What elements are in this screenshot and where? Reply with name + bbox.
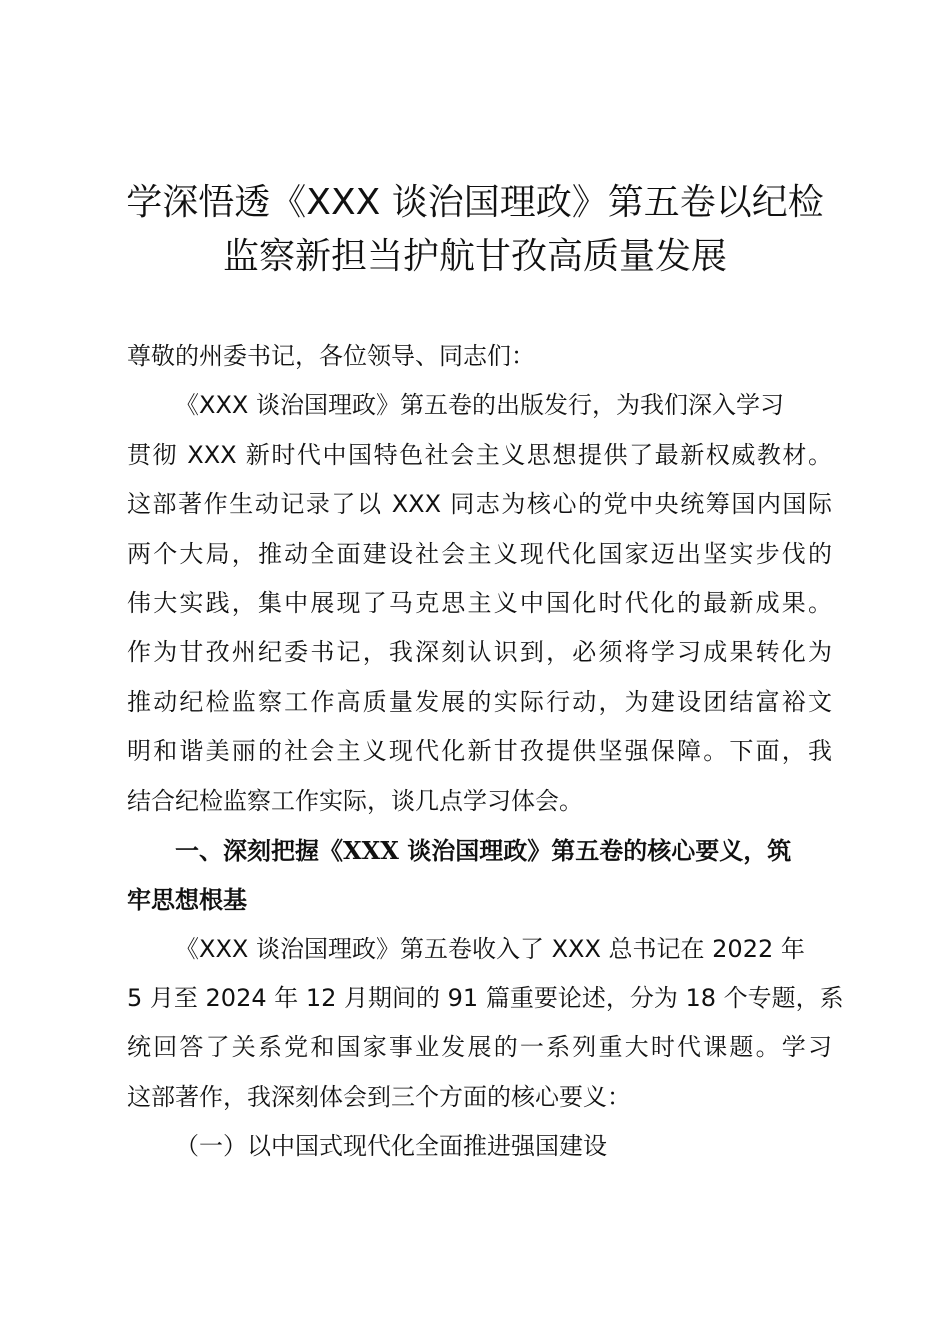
paragraph-2-line: 《XXX 谈治国理政》第五卷收入了 XXX 总书记在 2022 年	[175, 934, 805, 963]
section-1-heading: 牢思想根基	[127, 885, 247, 915]
paragraph-1-line: 两个大局，推动全面建设社会主义现代化国家迈出坚实步伐的	[127, 539, 832, 568]
paragraph-1-line: 伟大实践，集中展现了马克思主义中国化时代化的最新成果。	[127, 588, 832, 617]
salutation: 尊敬的州委书记，各位领导、同志们：	[127, 342, 535, 370]
paragraph-1-line: 这部著作生动记录了以 XXX 同志为核心的党中央统筹国内国际	[127, 490, 832, 519]
paragraph-1-line: 《XXX 谈治国理政》第五卷的出版发行，为我们深入学习	[175, 391, 784, 420]
title-line-1: 学深悟透《XXX 谈治国理政》第五卷以纪检	[126, 182, 824, 223]
title-line-2: 监察新担当护航甘孜高质量发展	[222, 236, 727, 277]
section-1-heading: 一、深刻把握《XXX 谈治国理政》第五卷的核心要义，筑	[175, 835, 792, 865]
paragraph-1-line: 推动纪检监察工作高质量发展的实际行动，为建设团结富裕文	[127, 687, 832, 716]
document-title	[100, 176, 850, 284]
paragraph-2-line: 这部著作，我深刻体会到三个方面的核心要义：	[127, 1082, 631, 1111]
paragraph-1-line: 贯彻 XXX 新时代中国特色社会主义思想提供了最新权威教材。	[127, 440, 832, 469]
subsection-1-heading: （一）以中国式现代化全面推进强国建设	[175, 1132, 607, 1161]
paragraph-2-line: 5 月至 2024 年 12 月期间的 91 篇重要论述，分为 18 个专题，系	[127, 984, 844, 1013]
paragraph-1-line: 作为甘孜州纪委书记，我深刻认识到，必须将学习成果转化为	[127, 638, 832, 667]
paragraph-1-line: 明和谐美丽的社会主义现代化新甘孜提供坚强保障。下面，我	[127, 737, 832, 766]
paragraph-1-line: 结合纪检监察工作实际，谈几点学习体会。	[127, 786, 583, 815]
document-body	[127, 332, 844, 1172]
paragraph-2-line: 统回答了关系党和国家事业发展的一系列重大时代课题。学习	[127, 1033, 832, 1062]
